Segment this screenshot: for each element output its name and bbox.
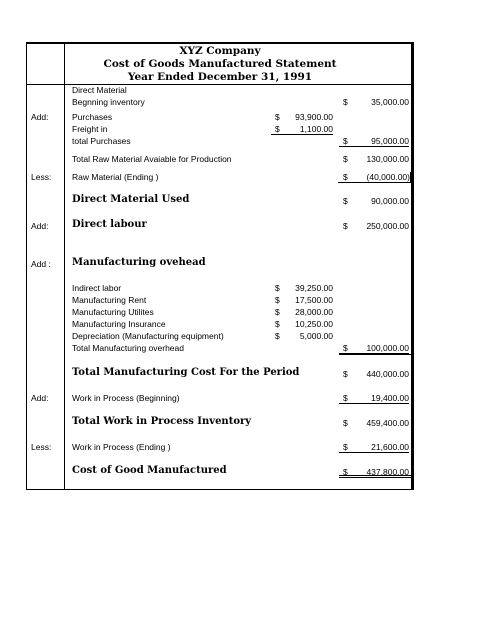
total-overhead-value: 100,000.00 [339, 343, 409, 354]
currency-symbol: $ [343, 221, 348, 231]
freight-in-value: 1,100.00 [271, 124, 333, 135]
add-label: Add : [31, 259, 51, 269]
total-overhead-underline [339, 343, 413, 355]
total-raw-material-value: 130,000.00 [366, 154, 409, 164]
currency-symbol: $ [275, 307, 280, 317]
manufacturing-utilites-value: 28,000.00 [295, 307, 333, 317]
currency-symbol: $ [275, 319, 280, 329]
currency-symbol: $ [343, 343, 348, 353]
currency-symbol: $ [343, 136, 348, 146]
currency-symbol: $ [343, 97, 348, 107]
wip-ending-value: 21,600.00 [339, 442, 409, 453]
direct-material-heading: Direct Material [72, 85, 127, 95]
currency-symbol: $ [275, 124, 280, 134]
currency-symbol: $ [343, 172, 348, 182]
add-label: Add: [31, 221, 49, 231]
raw-material-ending-value: (40,000.00) [338, 172, 411, 183]
add-label: Add: [31, 393, 49, 403]
purchases-label: Purchases [72, 112, 113, 122]
total-wip-label: Total Work in Process Inventory [72, 416, 252, 427]
less-label: Less: [31, 442, 52, 452]
currency-symbol: $ [343, 393, 348, 403]
currency-symbol: $ [275, 112, 280, 122]
currency-symbol: $ [275, 331, 280, 341]
cost-of-goods-manufactured-value: 437,800.00 [366, 467, 409, 477]
direct-labour-label: Direct labour [72, 219, 147, 230]
double-underline [339, 475, 413, 478]
statement-table [26, 42, 414, 490]
currency-symbol: $ [275, 283, 280, 293]
manufacturing-rent-label: Manufacturing Rent [72, 295, 147, 305]
currency-symbol: $ [343, 442, 348, 452]
right-border [411, 44, 413, 489]
depreciation-label: Depreciation (Manufacturing equipment) [72, 331, 224, 341]
statement-period: Year Ended December 31, 1991 [127, 71, 313, 83]
raw-material-ending-label: Raw Material (Ending ) [72, 172, 159, 182]
manufacturing-rent-value: 17,500.00 [295, 295, 333, 305]
currency-symbol: $ [343, 196, 348, 206]
direct-material-used-label: Direct Material Used [72, 194, 190, 205]
currency-symbol: $ [275, 295, 280, 305]
indirect-labor-value: 39,250.00 [295, 283, 333, 293]
total-raw-material-label: Total Raw Material Avaiable for Production [72, 154, 232, 164]
total-wip-value: 459,400.00 [366, 418, 409, 428]
indirect-labor-label: Indirect labor [72, 283, 122, 293]
total-manufacturing-cost-value: 440,000.00 [366, 369, 409, 379]
wip-beginning-label: Work in Process (Beginning) [72, 393, 180, 403]
manufacturing-insurance-label: Manufacturing Insurance [72, 319, 166, 329]
total-purchases-value: 95,000.00 [339, 136, 409, 147]
beginning-inventory-value: 35,000.00 [371, 97, 409, 107]
purchases-value: 93,900.00 [295, 112, 333, 122]
statement-title: Cost of Goods Manufactured Statement [103, 58, 337, 70]
currency-symbol: $ [343, 467, 348, 477]
less-label: Less: [31, 172, 52, 182]
beginning-inventory-label: Begnning inventory [72, 97, 145, 107]
company-name: XYZ Company [179, 45, 261, 57]
cost-of-goods-manufactured-label: Cost of Good Manufactured [72, 465, 227, 476]
wip-ending-label: Work in Process (Ending ) [72, 442, 171, 452]
manufacturing-utilites-label: Manufacturing Utilites [72, 307, 154, 317]
add-label: Add: [31, 112, 49, 122]
total-purchases-label: total Purchases [72, 136, 131, 146]
direct-material-used-value: 90,000.00 [371, 196, 409, 206]
currency-symbol: $ [343, 154, 348, 164]
depreciation-value: 5,000.00 [299, 331, 333, 341]
manufacturing-insurance-value: 10,250.00 [295, 319, 333, 329]
manufacturing-overhead-heading: Manufacturing ovehead [72, 257, 206, 268]
currency-symbol: $ [343, 418, 348, 428]
currency-symbol: $ [343, 369, 348, 379]
freight-in-label: Freight in [72, 124, 108, 134]
direct-labour-value: 250,000.00 [366, 221, 409, 231]
total-overhead-label: Total Manufacturing overhead [72, 343, 184, 353]
wip-beginning-value: 19,400.00 [339, 393, 409, 404]
label-column-divider [64, 44, 65, 489]
total-manufacturing-cost-label: Total Manufacturing Cost For the Period [72, 367, 300, 378]
